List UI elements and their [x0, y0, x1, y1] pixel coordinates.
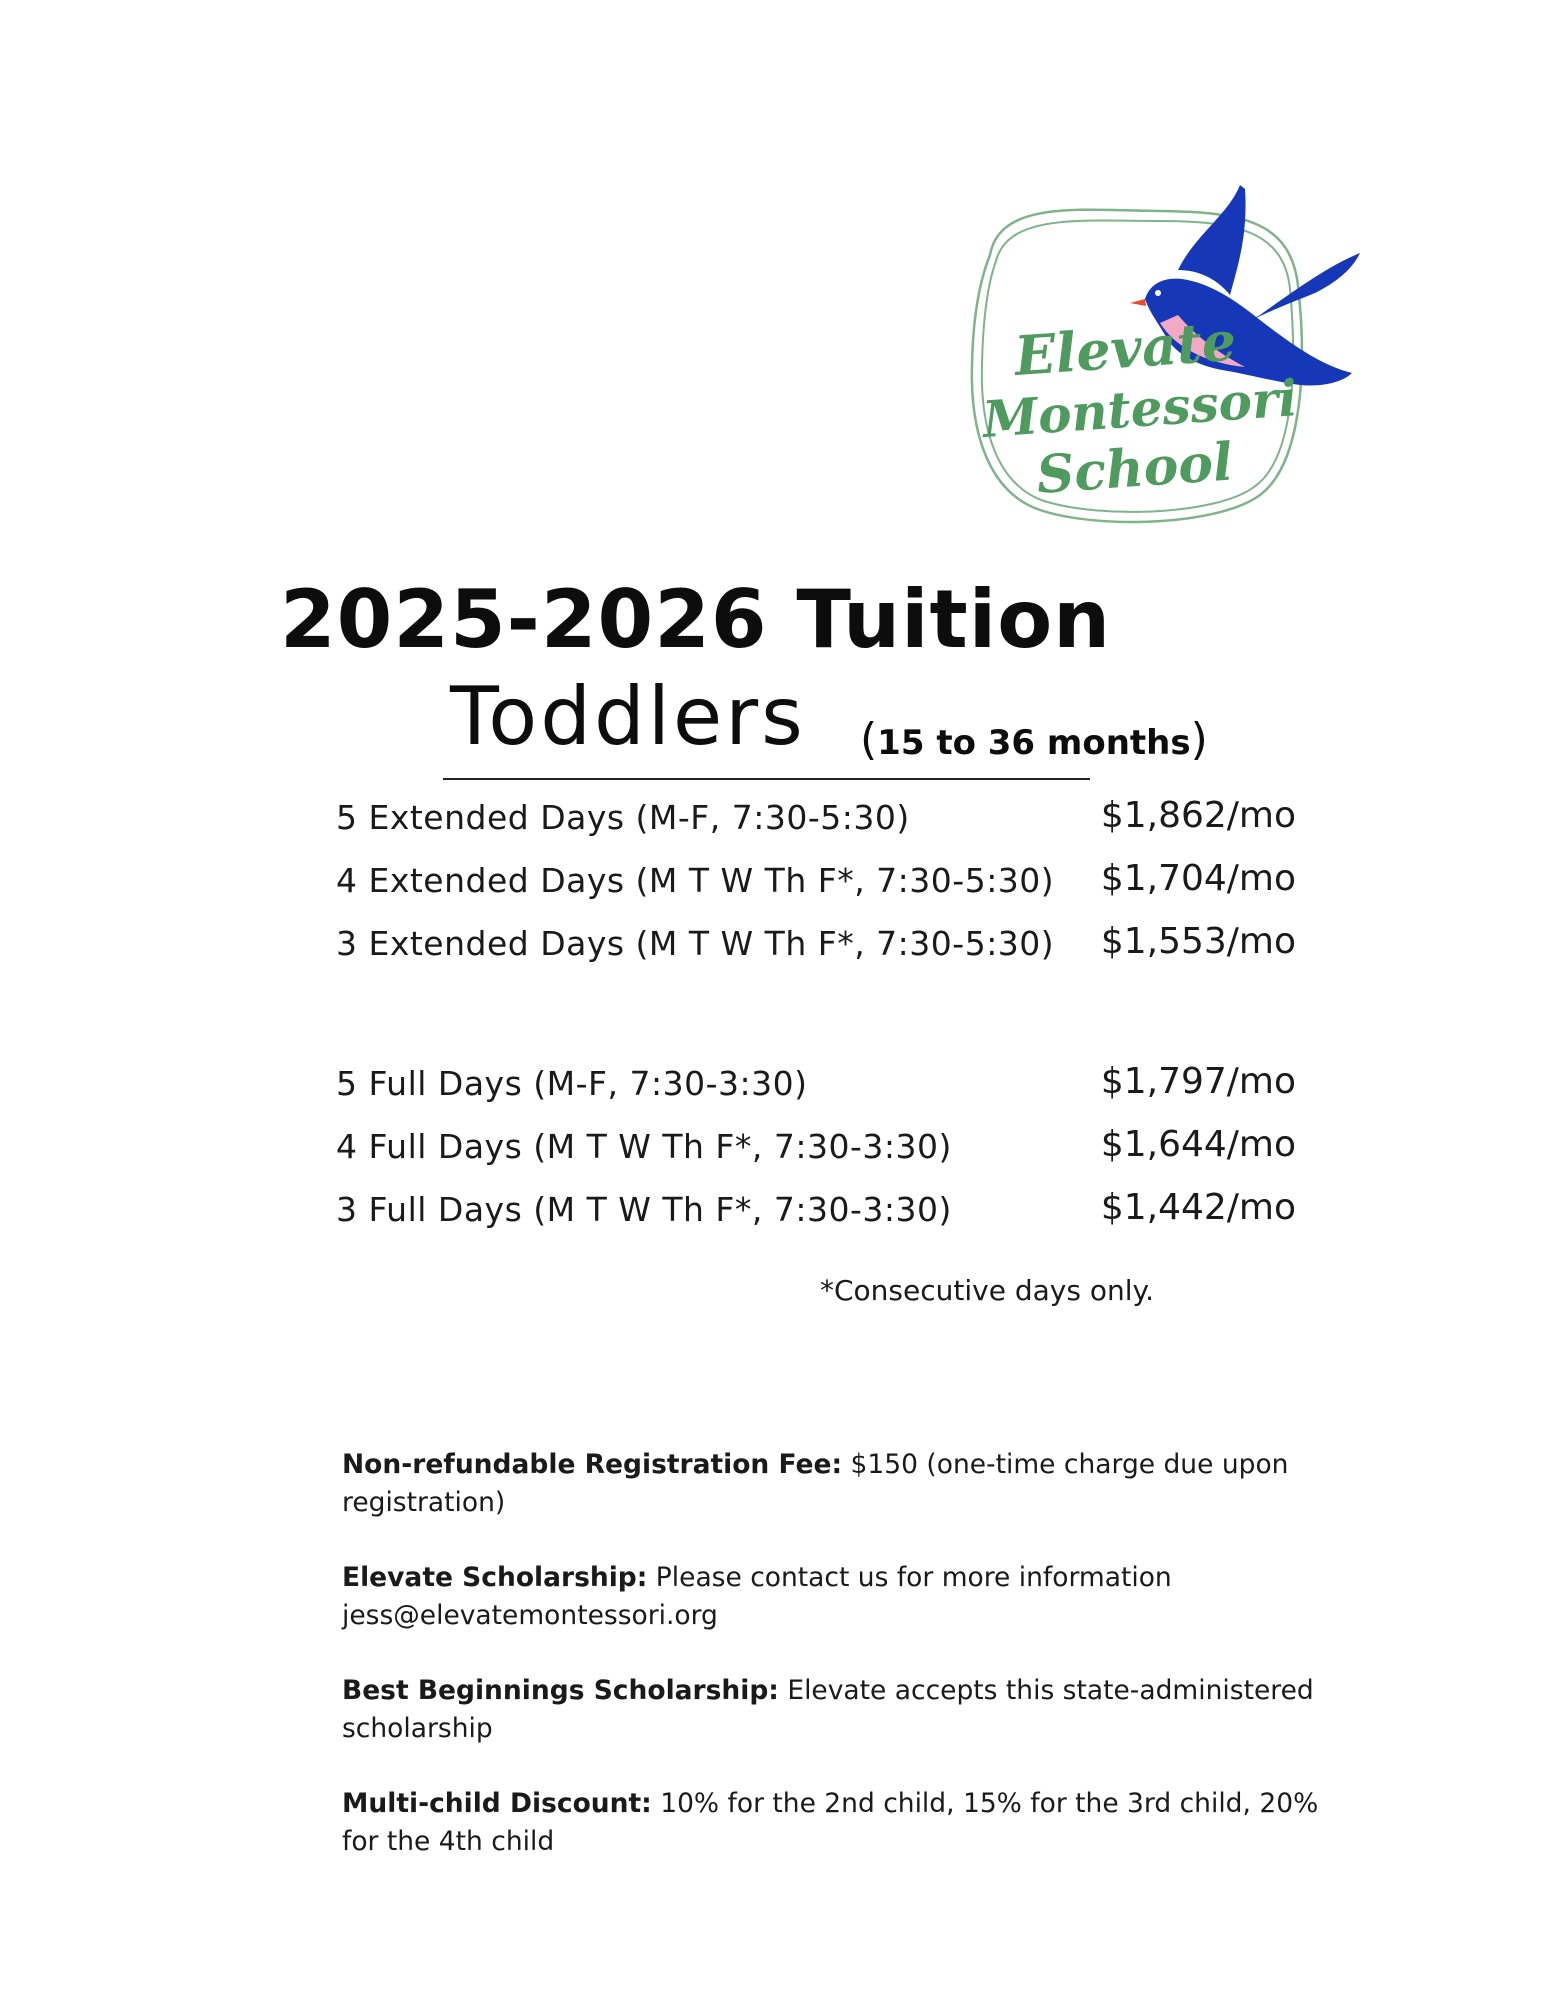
info-text: 10% for the 2nd child, 15% for the 3rd child, 20% for the 4th child	[342, 1788, 1319, 1857]
rate-price: $1,553/mo	[1100, 921, 1296, 962]
info-label: Non-refundable Registration Fee:	[342, 1449, 843, 1480]
rate-label: 5 Full Days (M-F, 7:30-3:30)	[336, 1064, 808, 1103]
rate-row-extended-5	[336, 795, 1296, 846]
rate-label: 4 Full Days (M T W Th F*, 7:30-3:30)	[336, 1127, 952, 1166]
multi-child-discount-info	[342, 1785, 1342, 1861]
rate-price: $1,704/mo	[1100, 858, 1296, 899]
rate-row-extended-3	[336, 921, 1296, 972]
school-logo	[960, 175, 1380, 545]
page-subtitle: Toddlers	[450, 670, 806, 763]
age-range	[860, 714, 1208, 765]
rate-price: $1,442/mo	[1100, 1187, 1296, 1228]
age-range-open-paren: (	[860, 714, 878, 765]
logo-text-line-1: Elevate	[1012, 308, 1239, 388]
rate-price: $1,644/mo	[1100, 1124, 1296, 1165]
elevate-scholarship-info	[342, 1559, 1342, 1635]
info-label: Multi-child Discount:	[342, 1788, 652, 1819]
info-text: $150 (one-time charge due upon registration)	[342, 1449, 1289, 1518]
info-text: Please contact us for more information jess@elevatemontessori.org	[342, 1562, 1172, 1631]
rate-row-full-4	[336, 1124, 1296, 1175]
rate-price: $1,862/mo	[1100, 795, 1296, 836]
logo-text-line-3: School	[1034, 431, 1235, 506]
logo-text-line-2: Montessori	[980, 368, 1300, 449]
age-range-close-paren: )	[1190, 714, 1208, 765]
page-title: 2025-2026 Tuition	[280, 573, 1112, 666]
rate-price: $1,797/mo	[1100, 1061, 1296, 1102]
rate-label: 3 Full Days (M T W Th F*, 7:30-3:30)	[336, 1190, 952, 1229]
rate-row-full-3	[336, 1187, 1296, 1238]
info-label: Elevate Scholarship:	[342, 1562, 648, 1593]
info-text: Elevate accepts this state-administered scholarship	[342, 1675, 1314, 1744]
rate-label: 4 Extended Days (M T W Th F*, 7:30-5:30)	[336, 861, 1055, 900]
rate-label: 5 Extended Days (M-F, 7:30-5:30)	[336, 798, 910, 837]
rate-row-extended-4	[336, 858, 1296, 909]
info-label: Best Beginnings Scholarship:	[342, 1675, 779, 1706]
age-range-text: 15 to 36 months	[877, 723, 1191, 763]
registration-fee-info	[342, 1446, 1342, 1522]
best-beginnings-info	[342, 1672, 1342, 1748]
consecutive-days-footnote: *Consecutive days only.	[820, 1274, 1154, 1307]
rate-row-full-5	[336, 1061, 1296, 1112]
rate-label: 3 Extended Days (M T W Th F*, 7:30-5:30)	[336, 924, 1055, 963]
title-underline	[443, 778, 1090, 780]
